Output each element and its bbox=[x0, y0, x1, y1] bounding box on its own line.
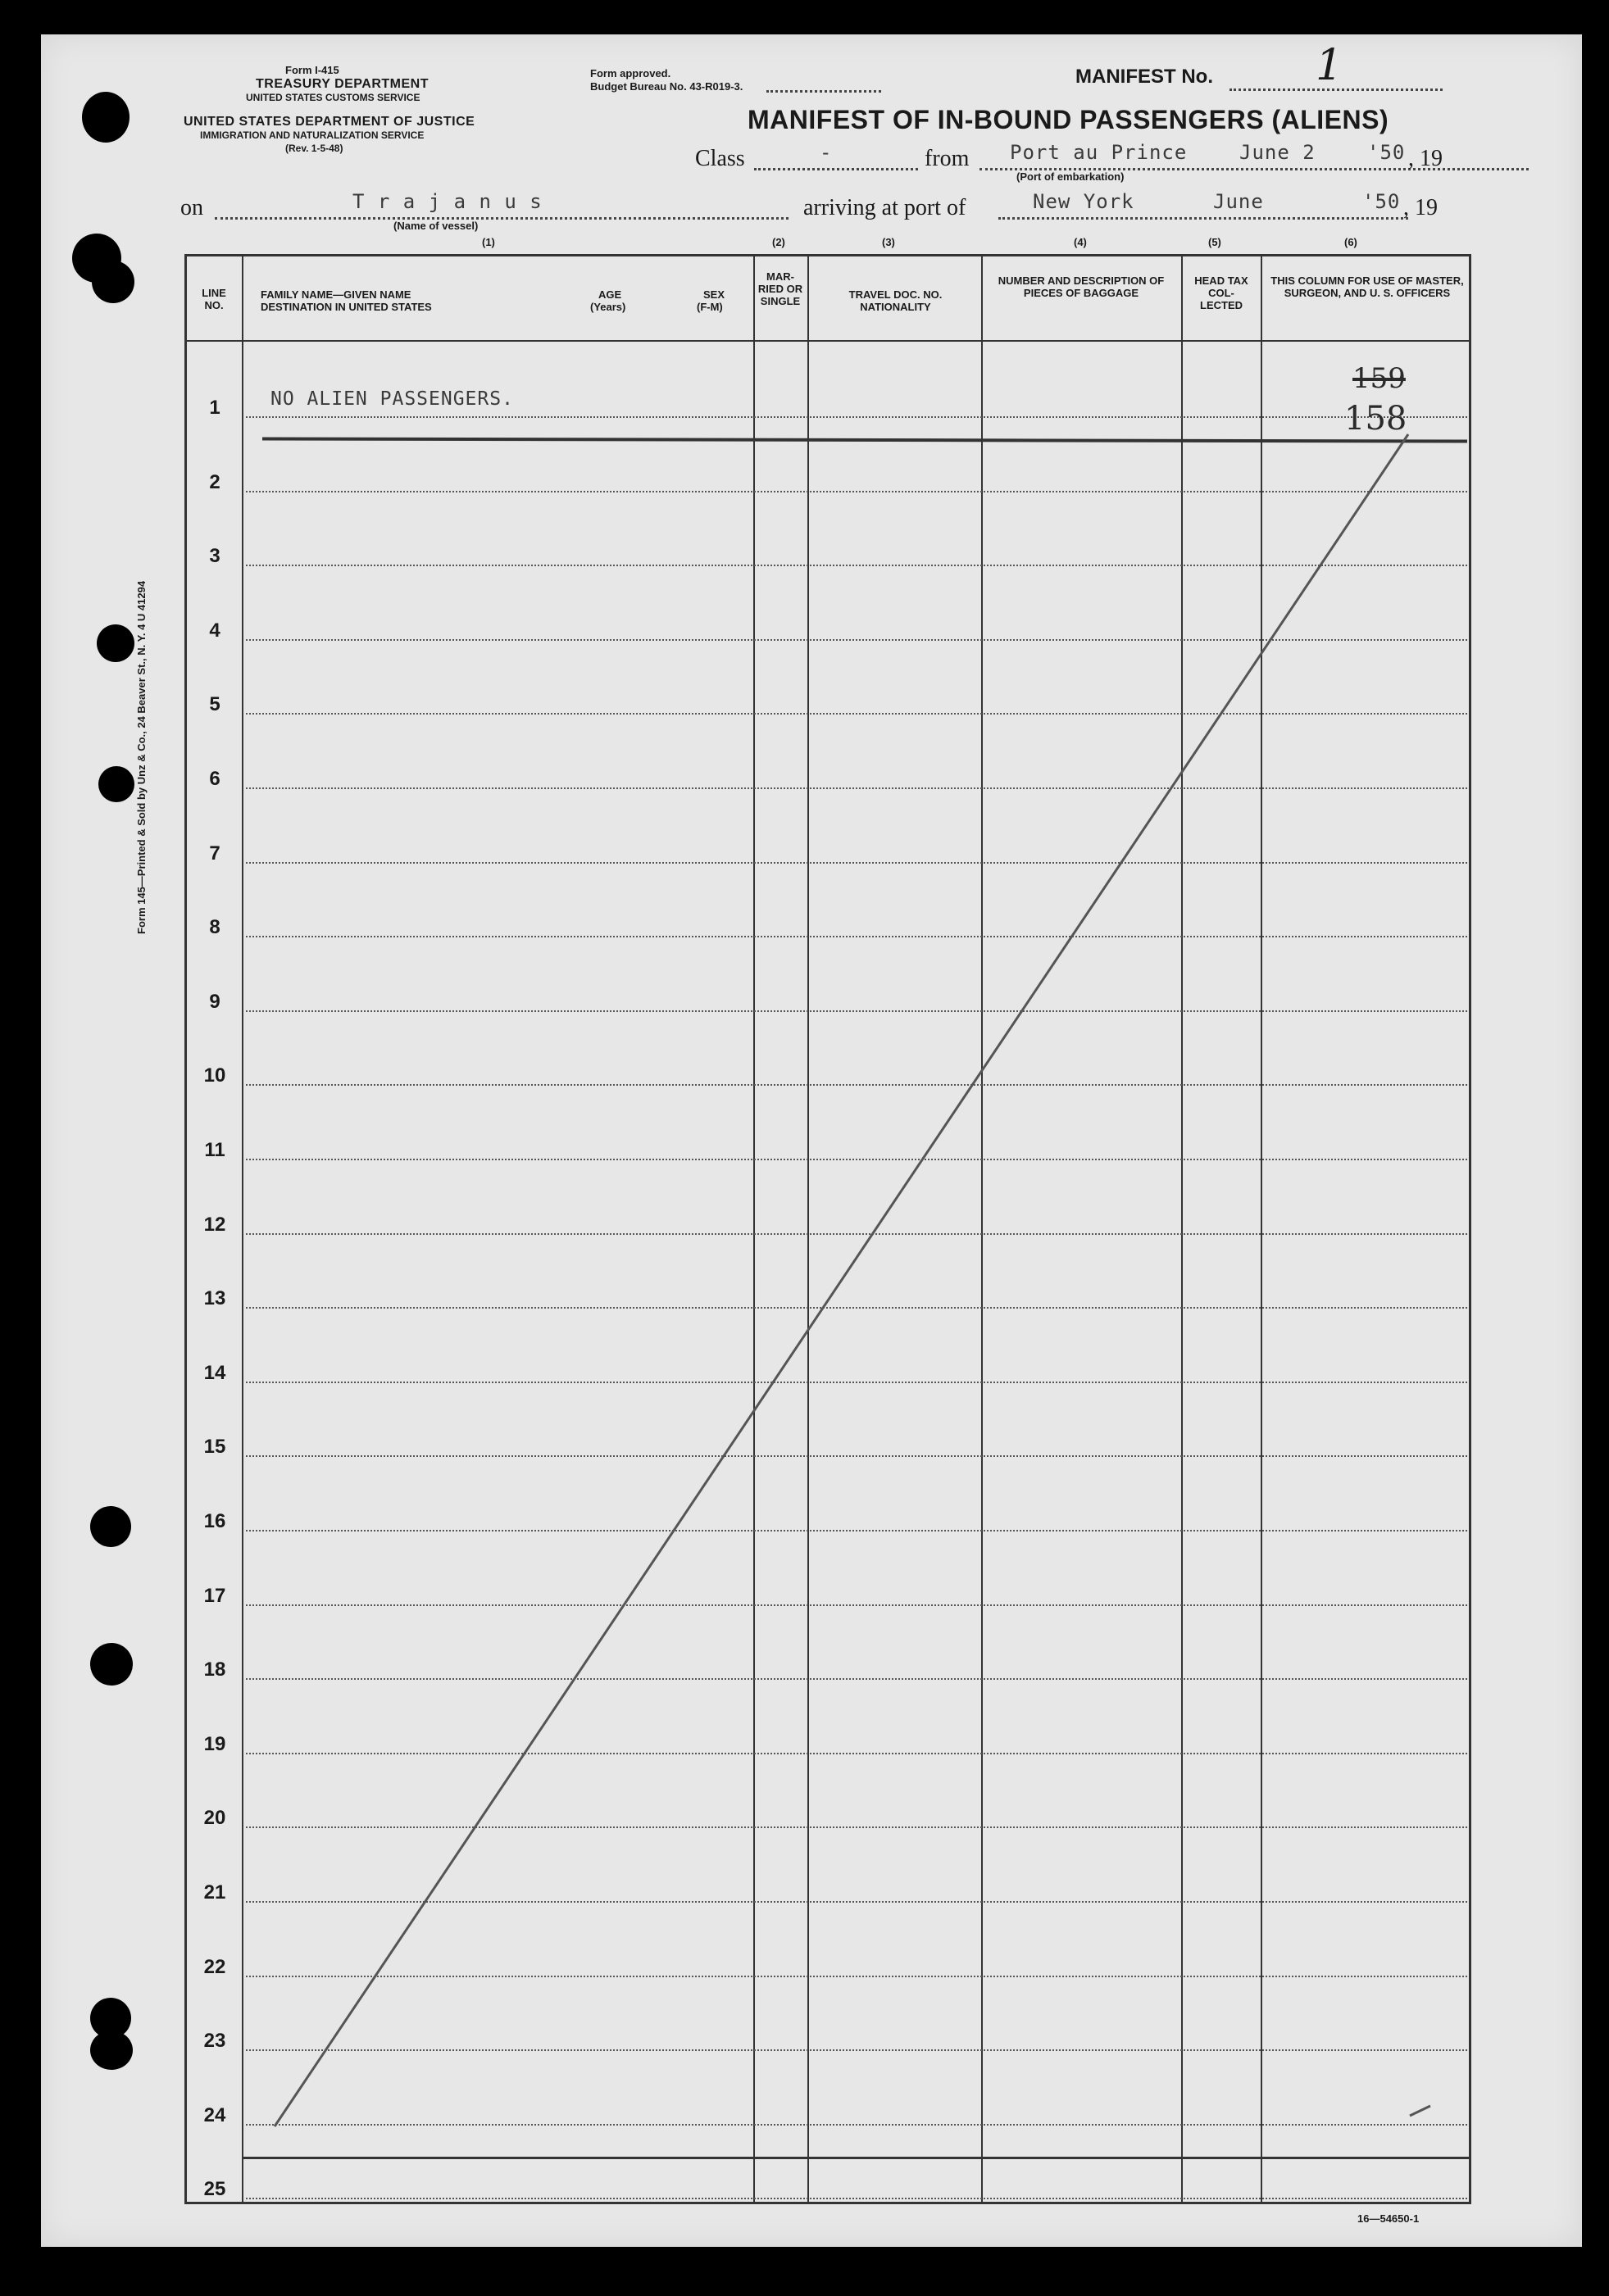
arrival-month: June bbox=[1213, 190, 1264, 213]
line-number: 22 bbox=[203, 1955, 226, 1978]
manifest-number: 1 bbox=[1316, 41, 1343, 90]
line-number: 19 bbox=[203, 1732, 226, 1755]
header-line-no: LINE NO. bbox=[202, 287, 226, 311]
class-value: - bbox=[820, 141, 833, 164]
form-approved: Form approved. bbox=[590, 67, 671, 79]
line-number: 11 bbox=[204, 1139, 225, 1161]
struck-value: 159 bbox=[1352, 362, 1406, 395]
revision: (Rev. 1-5-48) bbox=[285, 143, 343, 154]
treasury-dept: TREASURY DEPARTMENT bbox=[256, 77, 429, 91]
header-age: AGE bbox=[598, 288, 622, 301]
justice-dept: UNITED STATES DEPARTMENT OF JUSTICE bbox=[184, 115, 475, 129]
line-number: 5 bbox=[209, 693, 220, 716]
line-number: 3 bbox=[209, 545, 220, 568]
no-alien-passengers: NO ALIEN PASSENGERS. bbox=[270, 388, 514, 410]
from-label: from bbox=[925, 146, 970, 171]
manifest-label: MANIFEST No. bbox=[1075, 66, 1213, 88]
col-number-2: (2) bbox=[772, 236, 785, 248]
header-age-sub: (Years) bbox=[590, 301, 626, 313]
line-number: 18 bbox=[203, 1658, 226, 1681]
header-name: FAMILY NAME—GIVEN NAME bbox=[261, 288, 411, 301]
col-number-1: (1) bbox=[482, 236, 495, 248]
line-number: 23 bbox=[203, 2030, 226, 2053]
line-number: 2 bbox=[209, 470, 220, 493]
line-number: 1 bbox=[209, 397, 220, 419]
header-married: MAR- RIED OR SINGLE bbox=[757, 270, 803, 307]
line-number: 13 bbox=[203, 1287, 226, 1310]
year-suffix: , 19 bbox=[1408, 146, 1443, 171]
customs-service: UNITED STATES CUSTOMS SERVICE bbox=[246, 92, 420, 103]
col-number-6: (6) bbox=[1344, 236, 1357, 248]
line-number: 6 bbox=[209, 768, 220, 790]
line-number: 10 bbox=[203, 1064, 226, 1087]
class-label: Class bbox=[695, 146, 745, 171]
header-sex-sub: (F-M) bbox=[697, 301, 723, 313]
col-number-3: (3) bbox=[882, 236, 895, 248]
printer-note: Form 145—Printed & Sold by Unz & Co., 24 Beaver St., N. Y. 4 U 41294 bbox=[135, 580, 148, 934]
port-embarkation: Port au Prince bbox=[1010, 141, 1188, 164]
arrival-suffix: , 19 bbox=[1403, 195, 1438, 220]
header-destination: DESTINATION IN UNITED STATES bbox=[261, 301, 432, 313]
line-number: 20 bbox=[203, 1807, 226, 1830]
line-number: 15 bbox=[203, 1436, 226, 1459]
line-number: 16 bbox=[203, 1510, 226, 1532]
line-number: 9 bbox=[209, 990, 220, 1013]
line-number: 17 bbox=[203, 1584, 226, 1607]
header-sex: SEX bbox=[703, 288, 725, 301]
budget-bureau: Budget Bureau No. 43-R019-3. bbox=[590, 80, 743, 93]
arrival-year: '50 bbox=[1362, 190, 1401, 213]
footer-code: 16—54650-1 bbox=[1357, 2212, 1420, 2225]
header-officers: THIS COLUMN FOR USE OF MASTER, SURGEON, AND U. S. OFFICERS bbox=[1270, 275, 1464, 299]
line-number: 4 bbox=[209, 619, 220, 642]
bottom-rule bbox=[242, 2157, 1471, 2159]
line-number: 7 bbox=[209, 842, 220, 864]
header-head-tax: HEAD TAX COL- LECTED bbox=[1194, 275, 1248, 311]
line-number: 21 bbox=[203, 1881, 226, 1904]
on-label: on bbox=[180, 195, 203, 220]
officer-number: 158 bbox=[1344, 400, 1407, 438]
line-number: 12 bbox=[203, 1213, 226, 1236]
col-number-4: (4) bbox=[1074, 236, 1087, 248]
line-number: 14 bbox=[203, 1361, 226, 1384]
header-baggage: NUMBER AND DESCRIPTION OF PIECES OF BAGGAGE bbox=[998, 275, 1165, 299]
ins-label: IMMIGRATION AND NATURALIZATION SERVICE bbox=[200, 129, 425, 141]
depart-date: June 2 bbox=[1239, 141, 1316, 164]
line-number: 24 bbox=[203, 2103, 226, 2126]
col-number-5: (5) bbox=[1208, 236, 1221, 248]
depart-year: '50 bbox=[1367, 141, 1406, 164]
port-embark-caption: (Port of embarkation) bbox=[1016, 170, 1125, 183]
line-number: 8 bbox=[209, 916, 220, 939]
vessel-name: T r a j a n u s bbox=[352, 190, 543, 213]
header-travel-doc: TRAVEL DOC. NO. bbox=[848, 288, 943, 301]
header-nationality: NATIONALITY bbox=[860, 301, 931, 313]
line-number: 25 bbox=[203, 2178, 226, 2201]
page-title: MANIFEST OF IN-BOUND PASSENGERS (ALIENS) bbox=[748, 105, 1389, 134]
arrival-port: New York bbox=[1033, 190, 1134, 213]
form-number: Form I-415 bbox=[285, 64, 339, 76]
arriving-label: arriving at port of bbox=[803, 195, 966, 220]
vessel-caption: (Name of vessel) bbox=[393, 220, 479, 232]
